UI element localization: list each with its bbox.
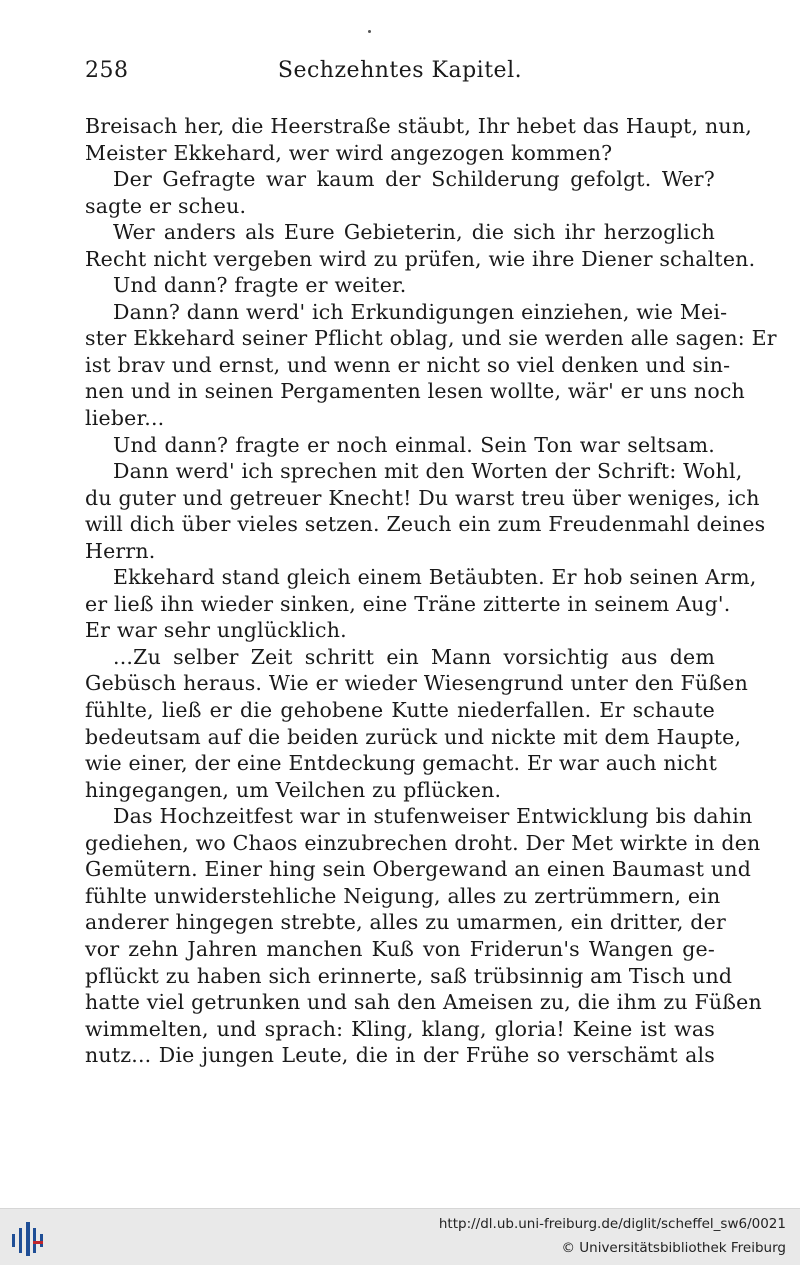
text-line: Meister Ekkehard, wer wird angezogen kommen? (85, 140, 613, 165)
text-line: Ekkehard stand gleich einem Betäubten. Er hob seinen Arm, (113, 565, 757, 590)
text-line: ist brav und ernst, und wenn er nicht so viel denken und sin- (85, 352, 731, 377)
text-line: Recht nicht vergeben wird zu prüfen, wie ihre Diener schalten. (85, 246, 756, 271)
text-line: Wer anders als Eure Gebieterin, die sich ihr herzoglich (113, 220, 715, 245)
text-line: Breisach her, die Heerstraße stäubt, Ihr hebet das Haupt, nun, (85, 114, 752, 138)
text-line: nen und in seinen Pergamenten lesen wollte, wär' er uns noch (85, 379, 745, 404)
text-line: gediehen, wo Chaos einzubrechen droht. Der Met wirkte in den (85, 830, 761, 855)
text-line: hatte viel getrunken und sah den Ameisen zu, die ihm zu Füßen (85, 990, 762, 1015)
text-line: bedeutsam auf die beiden zurück und nickte mit dem Haupte, (85, 724, 742, 749)
text-line: fühlte unwiderstehliche Neigung, alles zu zertrümmern, ein (85, 883, 721, 908)
text-line: Gemütern. Einer hing sein Obergewand an einen Baumast und (85, 857, 752, 882)
text-line: Und dann? fragte er weiter. (113, 273, 407, 298)
text-line: lieber... (85, 406, 165, 431)
text-line: wimmelten, und sprach: Kling, klang, gloria! Keine ist was (85, 1016, 715, 1041)
text-line: ...Zu selber Zeit schritt ein Mann vorsichtig aus dem (113, 644, 715, 669)
text-line: anderer hingegen strebte, alles zu umarmen, ein dritter, der (85, 910, 726, 935)
running-title: Sechzehntes Kapitel. (277, 58, 523, 83)
text-line: will dich über vieles setzen. Zeuch ein zum Freudenmahl deines (85, 512, 766, 537)
text-line: pflückt zu haben sich erinnerte, saß trübsinnig am Tisch und (85, 963, 733, 988)
text-line: hingegangen, um Veilchen zu pflücken. (85, 777, 502, 802)
text-line: vor zehn Jahren manchen Kuß von Friderun's Wangen ge- (85, 936, 715, 961)
text-line: er ließ ihn wieder sinken, eine Träne zitterte in seinem Aug'. (85, 591, 731, 616)
text-line: nutz... Die jungen Leute, die in der Frühe so verschämt als (85, 1043, 715, 1068)
page-header (85, 58, 715, 92)
text-line: Herrn. (85, 538, 156, 563)
text-line: Dann werd' ich sprechen mit den Worten der Schrift: Wohl, (113, 459, 743, 484)
text-line: Der Gefragte war kaum der Schilderung gefolgt. Wer? (113, 167, 715, 192)
viewer-footer (0, 1208, 800, 1265)
text-line: Er war sehr unglücklich. (85, 618, 347, 643)
text-line: Das Hochzeitfest war in stufenweiser Entwicklung bis dahin (113, 804, 753, 829)
body-text (85, 113, 777, 1069)
page-number: 258 (85, 58, 129, 83)
source-url[interactable]: http://dl.ub.uni-freiburg.de/diglit/scheffel_sw6/0021 (438, 1216, 786, 1232)
text-line: wie einer, der eine Entdeckung gemacht. Er war auch nicht (85, 751, 718, 776)
text-line: ster Ekkehard seiner Pflicht oblag, und sie werden alle sagen: Er (85, 326, 777, 351)
ub-freiburg-logo-icon[interactable] (10, 1219, 52, 1259)
print-mark (368, 30, 371, 33)
text-line: du guter und getreuer Knecht! Du warst treu über weniges, ich (85, 485, 760, 510)
text-line: Gebüsch heraus. Wie er wieder Wiesengrund unter den Füßen (85, 671, 748, 696)
text-line: Dann? dann werd' ich Erkundigungen einziehen, wie Mei- (113, 299, 728, 324)
text-line: fühlte, ließ er die gehobene Kutte niederfallen. Er schaute (85, 698, 715, 723)
copyright-notice: © Universitätsbibliothek Freiburg (561, 1240, 786, 1256)
text-line: sagte er scheu. (85, 193, 247, 218)
text-line: Und dann? fragte er noch einmal. Sein Ton war seltsam. (113, 432, 715, 457)
